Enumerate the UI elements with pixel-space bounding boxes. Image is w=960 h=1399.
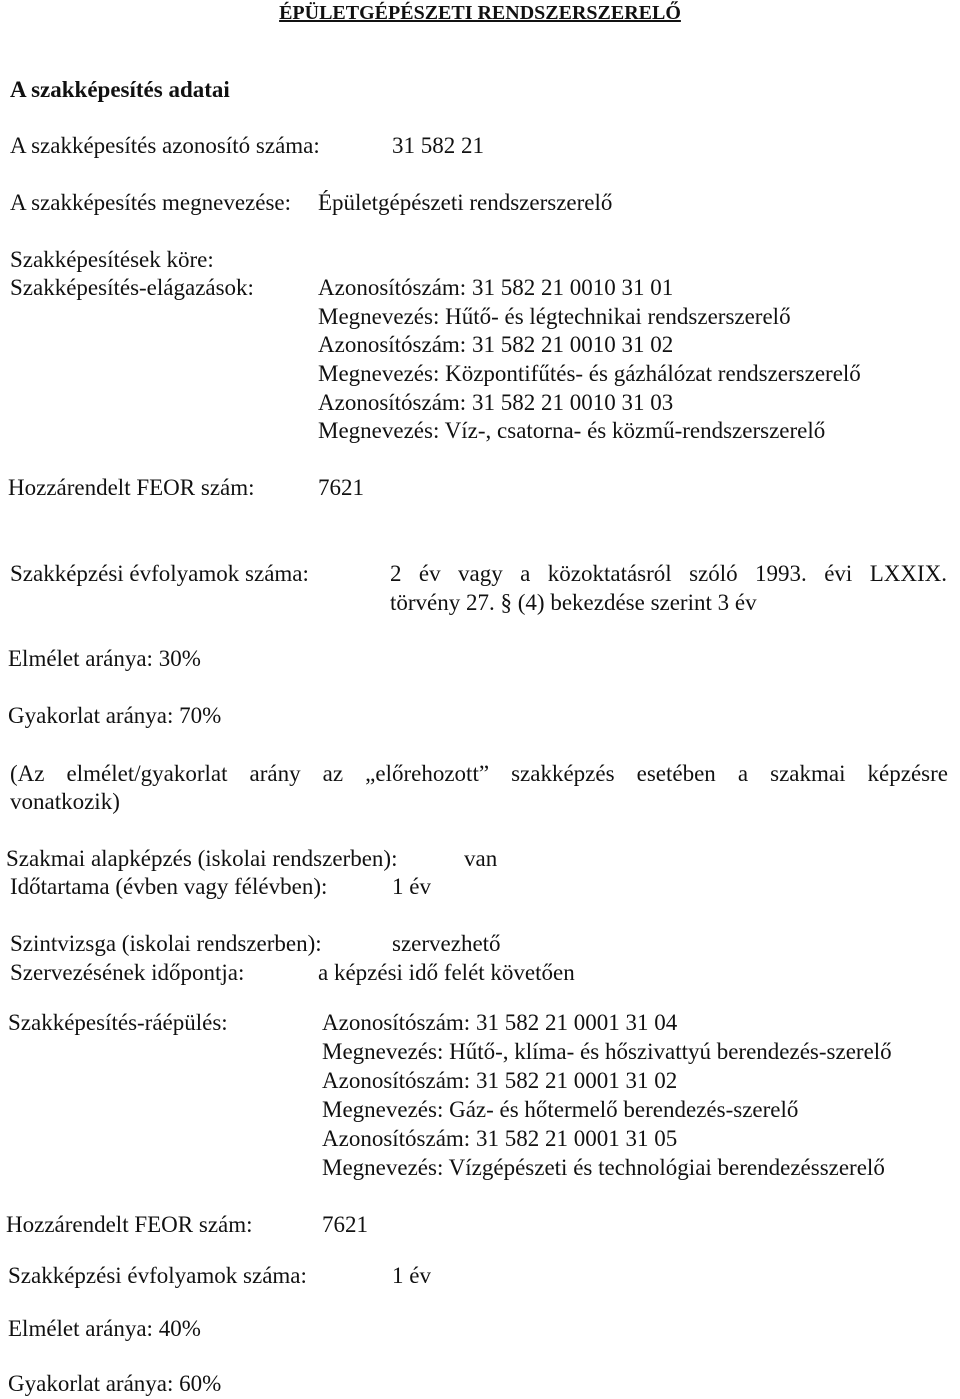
note-line1: (Az elmélet/gyakorlat arány az „előrehozott” szakképzés esetében a szakmai képzésre xyxy=(10,761,948,786)
evfolyamok1-line2: törvény 27. § (4) bekezdése szerint 3 év xyxy=(390,590,757,615)
section-heading: A szakképesítés adatai xyxy=(10,77,230,102)
raepules-line: Megnevezés: Gáz- és hőtermelő berendezés-szerelő xyxy=(322,1097,799,1122)
elagazas-line: Megnevezés: Víz-, csatorna- és közmű-rendszerszerelő xyxy=(318,418,826,443)
raepules-line: Azonosítószám: 31 582 21 0001 31 02 xyxy=(322,1068,678,1093)
elagazas-line: Azonosítószám: 31 582 21 0010 31 02 xyxy=(318,332,674,357)
idotartam-label: Időtartama (évben vagy félévben): xyxy=(10,874,328,899)
idopont-value: a képzési idő felét követően xyxy=(318,960,575,985)
raepules-line: Megnevezés: Hűtő-, klíma- és hőszivattyú berendezés-szerelő xyxy=(322,1039,892,1064)
raepules-line: Megnevezés: Vízgépészeti és technológiai berendezésszerelő xyxy=(322,1155,885,1180)
elmelet2: Elmélet aránya: 40% xyxy=(8,1316,201,1341)
raepules-label: Szakképesítés-ráépülés: xyxy=(8,1010,228,1035)
alapkepzes-label: Szakmai alapképzés (iskolai rendszerben): xyxy=(6,846,398,871)
elagazas-line: Megnevezés: Hűtő- és légtechnikai rendszerszerelő xyxy=(318,304,791,329)
szintvizsga-label: Szintvizsga (iskolai rendszerben): xyxy=(10,931,322,956)
elagazasok-label: Szakképesítés-elágazások: xyxy=(10,275,254,300)
alapkepzes-value: van xyxy=(464,846,498,871)
elagazas-line: Megnevezés: Központifűtés- és gázhálózat rendszerszerelő xyxy=(318,361,861,386)
evfolyamok1-line1: 2 év vagy a közoktatásról szóló 1993. évi LXXIX. xyxy=(390,561,947,586)
idopont-label: Szervezésének időpontja: xyxy=(10,960,245,985)
feor2-label: Hozzárendelt FEOR szám: xyxy=(6,1212,253,1237)
azonosito-value: 31 582 21 xyxy=(392,133,484,158)
feor2-value: 7621 xyxy=(322,1212,368,1237)
raepules-line: Azonosítószám: 31 582 21 0001 31 04 xyxy=(322,1010,678,1035)
gyakorlat1: Gyakorlat aránya: 70% xyxy=(8,703,222,728)
raepules-line: Azonosítószám: 31 582 21 0001 31 05 xyxy=(322,1126,678,1151)
elmelet1: Elmélet aránya: 30% xyxy=(8,646,201,671)
elagazas-line: Azonosítószám: 31 582 21 0010 31 01 xyxy=(318,275,674,300)
evfolyamok2-value: 1 év xyxy=(392,1263,431,1288)
szintvizsga-value: szervezhető xyxy=(392,931,501,956)
document-title: ÉPÜLETGÉPÉSZETI RENDSZERSZERELŐ xyxy=(279,2,681,24)
note-line2: vonatkozik) xyxy=(10,789,120,814)
evfolyamok1-label: Szakképzési évfolyamok száma: xyxy=(10,561,309,586)
elagazas-line: Azonosítószám: 31 582 21 0010 31 03 xyxy=(318,390,674,415)
megnevezes-value: Épületgépészeti rendszerszerelő xyxy=(318,190,613,215)
evfolyamok2-label: Szakképzési évfolyamok száma: xyxy=(8,1263,307,1288)
megnevezes-label: A szakképesítés megnevezése: xyxy=(10,190,291,215)
idotartam-value: 1 év xyxy=(392,874,431,899)
kore-label: Szakképesítések köre: xyxy=(10,247,214,272)
feor1-label: Hozzárendelt FEOR szám: xyxy=(8,475,255,500)
azonosito-label: A szakképesítés azonosító száma: xyxy=(10,133,320,158)
gyakorlat2: Gyakorlat aránya: 60% xyxy=(8,1371,222,1396)
feor1-value: 7621 xyxy=(318,475,364,500)
